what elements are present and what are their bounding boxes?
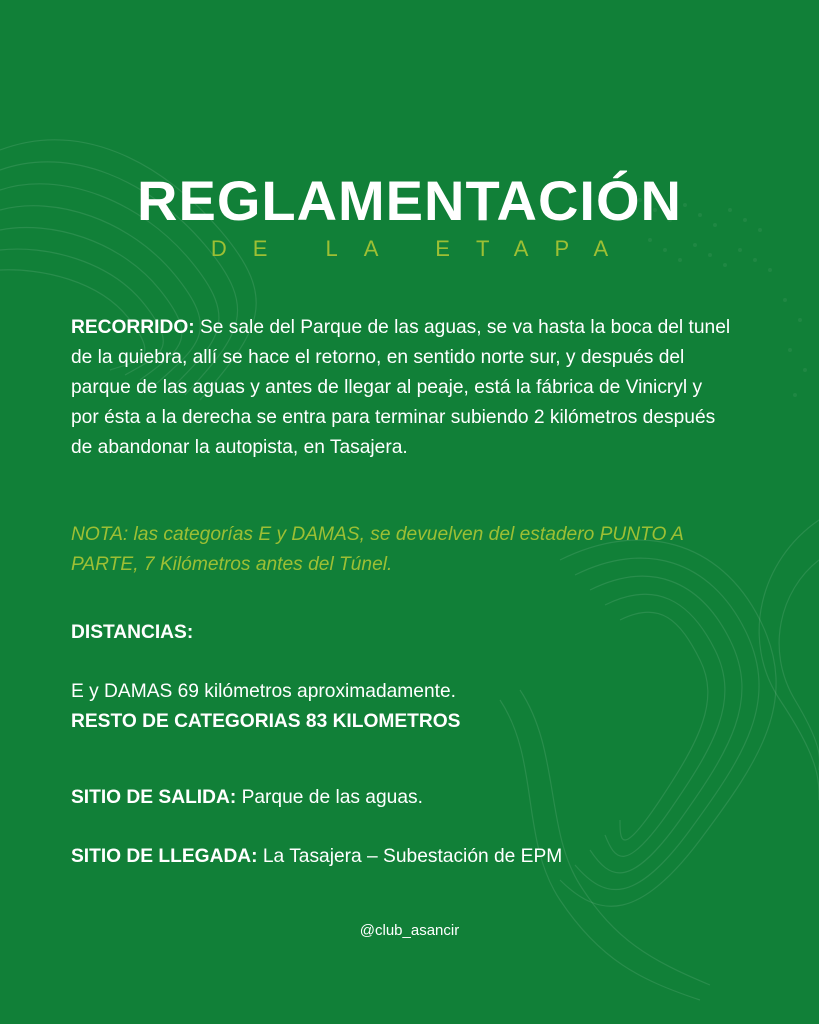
- recorrido-label: RECORRIDO:: [71, 317, 195, 338]
- salida-label: SITIO DE SALIDA:: [71, 787, 237, 808]
- salida-text: Parque de las aguas.: [236, 787, 423, 808]
- recorrido-text: Se sale del Parque de las aguas, se va hasta la boca del tunel de la quiebra, allí se hace el retorno, en sentido norte sur, y después del parque de las aguas y antes de llegar al peaje, está la fábrica de Vinicryl y por ésta a la derecha se entra para terminar subiendo 2 kilómetros después de abandonar la autopista, en Tasajera.: [71, 317, 731, 458]
- page-title: REGLAMENTACIÓN: [137, 169, 682, 232]
- distancia-e-damas: E y DAMAS 69 kilómetros aproximadamente.: [71, 681, 456, 702]
- social-handle: @club_asancir: [359, 922, 460, 939]
- llegada-section: [71, 842, 731, 872]
- distancias-values: [71, 677, 731, 737]
- page-subtitle: DE LA ETAPA: [210, 236, 635, 261]
- distancias-label: DISTANCIAS:: [71, 622, 194, 643]
- distancia-resto: RESTO DE CATEGORIAS 83 KILOMETROS: [71, 711, 461, 732]
- distancias-section: [71, 618, 731, 648]
- llegada-label: SITIO DE LLEGADA:: [71, 846, 258, 867]
- salida-section: [71, 783, 731, 813]
- recorrido-section: [71, 313, 731, 463]
- llegada-text: La Tasajera – Subestación de EPM: [257, 846, 563, 867]
- nota-text: NOTA: las categorías E y DAMAS, se devuelven del estadero PUNTO A PARTE, 7 Kilómetros antes del Túnel.: [71, 524, 684, 575]
